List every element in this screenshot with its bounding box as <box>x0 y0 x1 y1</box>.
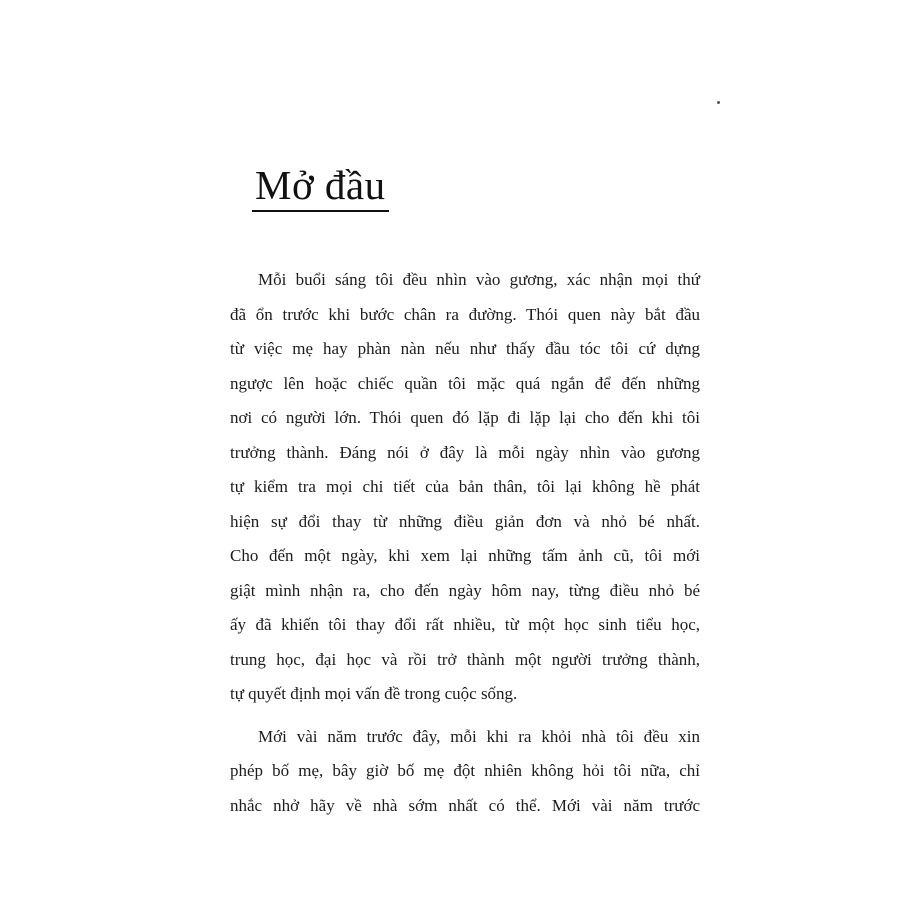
paragraph <box>230 263 700 712</box>
paper-speck <box>717 101 720 104</box>
text-line: nhắc nhở hãy về nhà sớm nhất có thể. Mới vài năm trước <box>230 795 700 815</box>
text-line: tự kiểm tra mọi chi tiết của bản thân, tôi lại không hề phát <box>230 477 700 496</box>
text-line: Cho đến một ngày, khi xem lại những tấm ảnh cũ, tôi mới <box>230 546 700 565</box>
title-underline <box>252 210 389 212</box>
paragraph <box>230 720 700 824</box>
text-line: ấy đã khiến tôi thay đổi rất nhiều, từ một học sinh tiểu học, <box>230 615 700 634</box>
text-line: phép bố mẹ, bây giờ bố mẹ đột nhiên không hỏi tôi nữa, chỉ <box>230 761 700 780</box>
chapter-title: Mở đầu <box>255 162 386 208</box>
text-line: trưởng thành. Đáng nói ở đây là mỗi ngày nhìn vào gương <box>230 442 700 462</box>
text-line: giật mình nhận ra, cho đến ngày hôm nay, từng điều nhỏ bé <box>230 580 700 600</box>
text-line: từ việc mẹ hay phàn nàn nếu như thấy đầu tóc tôi cứ dựng <box>230 339 700 358</box>
paragraph-gap <box>230 712 700 720</box>
text-line: tự quyết định mọi vấn đề trong cuộc sống. <box>230 684 518 703</box>
text-line: ngược lên hoặc chiếc quần tôi mặc quá ngắn để đến những <box>230 373 700 393</box>
text-line: Mới vài năm trước đây, mỗi khi ra khỏi nhà tôi đều xin <box>258 726 700 746</box>
text-line: hiện sự đổi thay từ những điều giản đơn và nhỏ bé nhất. <box>230 511 700 531</box>
body-text <box>230 263 700 823</box>
text-line: đã ổn trước khi bước chân ra đường. Thói quen này bắt đầu <box>230 304 700 324</box>
text-line: Mỗi buổi sáng tôi đều nhìn vào gương, xác nhận mọi thứ <box>258 270 700 289</box>
text-line: nơi có người lớn. Thói quen đó lặp đi lặp lại cho đến khi tôi <box>230 408 700 427</box>
text-line: trung học, đại học và rồi trở thành một người trưởng thành, <box>230 649 700 669</box>
